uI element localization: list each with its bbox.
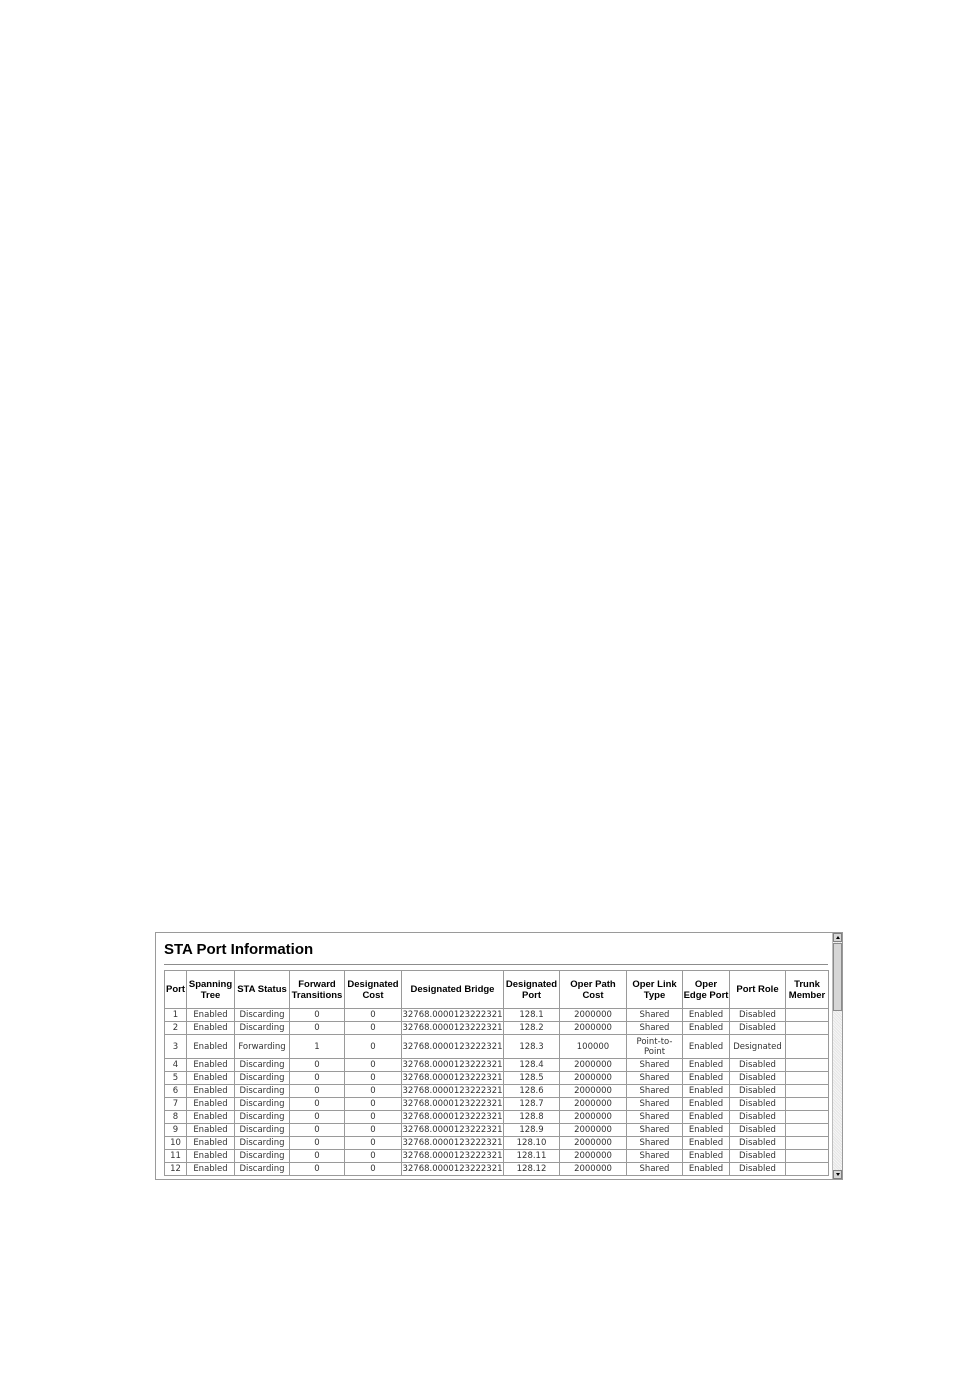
- cell-port-role: Disabled: [730, 1009, 786, 1022]
- cell-forward-transitions: 1: [290, 1035, 345, 1059]
- cell-forward-transitions: 0: [290, 1022, 345, 1035]
- cell-oper-edge-port: Enabled: [683, 1098, 730, 1111]
- cell-designated-port: 128.11: [504, 1150, 560, 1163]
- cell-oper-link-type: Shared: [627, 1098, 683, 1111]
- header-trunk-member: Trunk Member: [786, 971, 829, 1009]
- cell-oper-path-cost: 2000000: [560, 1098, 627, 1111]
- cell-port: 5: [165, 1072, 187, 1085]
- cell-forward-transitions: 0: [290, 1098, 345, 1111]
- cell-designated-bridge: 32768.0000123222321: [402, 1111, 503, 1122]
- cell-oper-link-type: Shared: [627, 1111, 683, 1124]
- header-designated-bridge: Designated Bridge: [402, 971, 504, 1009]
- cell-port: 7: [165, 1098, 187, 1111]
- header-port: Port: [165, 971, 187, 1009]
- cell-spanning-tree: Enabled: [187, 1035, 235, 1059]
- cell-oper-link-type: Shared: [627, 1059, 683, 1072]
- cell-designated-cost: 0: [345, 1072, 402, 1085]
- cell-trunk-member: [786, 1059, 829, 1072]
- cell-oper-path-cost: 2000000: [560, 1137, 627, 1150]
- cell-trunk-member: [786, 1009, 829, 1022]
- cell-oper-edge-port: Enabled: [683, 1124, 730, 1137]
- cell-designated-cost: 0: [345, 1009, 402, 1022]
- cell-trunk-member: [786, 1124, 829, 1137]
- cell-oper-edge-port: Enabled: [683, 1137, 730, 1150]
- cell-trunk-member: [786, 1137, 829, 1150]
- cell-port: 10: [165, 1137, 187, 1150]
- cell-designated-cost: 0: [345, 1098, 402, 1111]
- table-row: [165, 1072, 829, 1085]
- table-header-row: [165, 971, 829, 1009]
- cell-spanning-tree: Enabled: [187, 1111, 235, 1124]
- cell-designated-port: 128.2: [504, 1022, 560, 1035]
- cell-oper-edge-port: Enabled: [683, 1035, 730, 1059]
- cell-port-role: Designated: [730, 1035, 786, 1059]
- cell-oper-link-type: Shared: [627, 1022, 683, 1035]
- cell-designated-cost: 0: [345, 1124, 402, 1137]
- cell-oper-link-type: Shared: [627, 1072, 683, 1085]
- cell-designated-bridge: 32768.0000123222321: [402, 1059, 503, 1070]
- cell-oper-link-type: Shared: [627, 1137, 683, 1150]
- cell-port: 6: [165, 1085, 187, 1098]
- header-sta-status: STA Status: [235, 971, 290, 1009]
- cell-port-role: Disabled: [730, 1072, 786, 1085]
- cell-forward-transitions: 0: [290, 1150, 345, 1163]
- cell-oper-path-cost: 2000000: [560, 1150, 627, 1163]
- table-row: [165, 1163, 829, 1176]
- cell-oper-path-cost: 2000000: [560, 1022, 627, 1035]
- cell-oper-path-cost: 2000000: [560, 1072, 627, 1085]
- header-forward-transitions: Forward Transitions: [290, 971, 345, 1009]
- cell-designated-bridge: 32768.0000123222321: [402, 1022, 503, 1033]
- table-row: [165, 1022, 829, 1035]
- cell-port: 1: [165, 1009, 187, 1022]
- cell-oper-path-cost: 2000000: [560, 1124, 627, 1137]
- cell-oper-edge-port: Enabled: [683, 1022, 730, 1035]
- cell-forward-transitions: 0: [290, 1059, 345, 1072]
- scrollbar-thumb[interactable]: [833, 943, 842, 1011]
- cell-sta-status: Discarding: [235, 1163, 290, 1176]
- cell-oper-edge-port: Enabled: [683, 1111, 730, 1124]
- cell-oper-link-type: Shared: [627, 1124, 683, 1137]
- header-oper-path-cost: Oper Path Cost: [560, 971, 627, 1009]
- header-designated-cost: Designated Cost: [345, 971, 402, 1009]
- vertical-scrollbar[interactable]: [832, 933, 842, 1179]
- cell-forward-transitions: 0: [290, 1072, 345, 1085]
- sta-port-table: [164, 970, 829, 1176]
- cell-spanning-tree: Enabled: [187, 1098, 235, 1111]
- cell-spanning-tree: Enabled: [187, 1072, 235, 1085]
- cell-designated-cost: 0: [345, 1022, 402, 1035]
- cell-forward-transitions: 0: [290, 1009, 345, 1022]
- cell-designated-port: 128.12: [504, 1163, 560, 1176]
- cell-designated-cost: 0: [345, 1059, 402, 1072]
- cell-sta-status: Discarding: [235, 1022, 290, 1035]
- cell-sta-status: Forwarding: [235, 1035, 290, 1059]
- cell-port-role: Disabled: [730, 1022, 786, 1035]
- cell-designated-cost: 0: [345, 1137, 402, 1150]
- table-row: [165, 1009, 829, 1022]
- cell-spanning-tree: Enabled: [187, 1163, 235, 1176]
- cell-designated-cost: 0: [345, 1035, 402, 1059]
- cell-designated-port: 128.1: [504, 1009, 560, 1022]
- cell-trunk-member: [786, 1085, 829, 1098]
- cell-spanning-tree: Enabled: [187, 1124, 235, 1137]
- cell-designated-bridge: 32768.0000123222321: [402, 1072, 503, 1083]
- table-row: [165, 1085, 829, 1098]
- header-port-role: Port Role: [730, 971, 786, 1009]
- cell-oper-edge-port: Enabled: [683, 1059, 730, 1072]
- cell-forward-transitions: 0: [290, 1163, 345, 1176]
- arrow-up-icon[interactable]: [833, 933, 842, 942]
- table-row: [165, 1111, 829, 1124]
- cell-spanning-tree: Enabled: [187, 1150, 235, 1163]
- header-oper-edge-port: Oper Edge Port: [683, 971, 730, 1009]
- cell-designated-bridge: 32768.0000123222321: [402, 1085, 503, 1096]
- cell-spanning-tree: Enabled: [187, 1009, 235, 1022]
- cell-oper-path-cost: 2000000: [560, 1009, 627, 1022]
- cell-oper-path-cost: 2000000: [560, 1163, 627, 1176]
- table-row: [165, 1098, 829, 1111]
- cell-forward-transitions: 0: [290, 1124, 345, 1137]
- cell-designated-bridge: 32768.0000123222321: [402, 1163, 503, 1174]
- header-designated-port: Designated Port: [504, 971, 560, 1009]
- cell-oper-link-type: Shared: [627, 1150, 683, 1163]
- cell-trunk-member: [786, 1150, 829, 1163]
- cell-forward-transitions: 0: [290, 1085, 345, 1098]
- cell-sta-status: Discarding: [235, 1098, 290, 1111]
- cell-trunk-member: [786, 1022, 829, 1035]
- cell-designated-cost: 0: [345, 1111, 402, 1124]
- cell-designated-port: 128.4: [504, 1059, 560, 1072]
- cell-designated-port: 128.7: [504, 1098, 560, 1111]
- cell-designated-bridge: 32768.0000123222321: [402, 1098, 503, 1109]
- cell-oper-path-cost: 2000000: [560, 1059, 627, 1072]
- cell-port-role: Disabled: [730, 1150, 786, 1163]
- cell-port: 4: [165, 1059, 187, 1072]
- page-title: STA Port Information: [164, 941, 314, 958]
- cell-designated-cost: 0: [345, 1163, 402, 1176]
- cell-designated-port: 128.8: [504, 1111, 560, 1124]
- cell-sta-status: Discarding: [235, 1124, 290, 1137]
- cell-oper-edge-port: Enabled: [683, 1085, 730, 1098]
- cell-trunk-member: [786, 1111, 829, 1124]
- cell-designated-bridge: 32768.0000123222321: [402, 1035, 504, 1059]
- cell-sta-status: Discarding: [235, 1059, 290, 1072]
- cell-port: 12: [165, 1163, 187, 1176]
- cell-sta-status: Discarding: [235, 1009, 290, 1022]
- cell-spanning-tree: Enabled: [187, 1022, 235, 1035]
- cell-sta-status: Discarding: [235, 1150, 290, 1163]
- cell-designated-port: 128.3: [504, 1035, 560, 1059]
- table-row: [165, 1035, 829, 1059]
- cell-sta-status: Discarding: [235, 1111, 290, 1124]
- cell-trunk-member: [786, 1163, 829, 1176]
- cell-sta-status: Discarding: [235, 1137, 290, 1150]
- cell-designated-bridge: 32768.0000123222321: [402, 1150, 503, 1161]
- table-row: [165, 1059, 829, 1072]
- cell-designated-bridge: 32768.0000123222321: [402, 1124, 503, 1135]
- cell-oper-edge-port: Enabled: [683, 1163, 730, 1176]
- table-row: [165, 1150, 829, 1163]
- cell-trunk-member: [786, 1035, 829, 1059]
- cell-port: 3: [165, 1035, 187, 1059]
- table-row: [165, 1137, 829, 1150]
- cell-port: 11: [165, 1150, 187, 1163]
- cell-designated-port: 128.5: [504, 1072, 560, 1085]
- cell-forward-transitions: 0: [290, 1111, 345, 1124]
- cell-sta-status: Discarding: [235, 1072, 290, 1085]
- cell-spanning-tree: Enabled: [187, 1059, 235, 1072]
- cell-oper-edge-port: Enabled: [683, 1009, 730, 1022]
- cell-oper-link-type: Point-to-Point: [627, 1035, 683, 1059]
- cell-port-role: Disabled: [730, 1059, 786, 1072]
- cell-designated-bridge: 32768.0000123222321: [402, 1137, 503, 1148]
- scroll-content: [156, 933, 832, 1179]
- cell-designated-cost: 0: [345, 1150, 402, 1163]
- sta-port-information-window: [155, 932, 843, 1180]
- cell-oper-path-cost: 2000000: [560, 1085, 627, 1098]
- cell-spanning-tree: Enabled: [187, 1085, 235, 1098]
- cell-oper-link-type: Shared: [627, 1009, 683, 1022]
- cell-trunk-member: [786, 1072, 829, 1085]
- cell-port-role: Disabled: [730, 1085, 786, 1098]
- cell-trunk-member: [786, 1098, 829, 1111]
- cell-oper-edge-port: Enabled: [683, 1150, 730, 1163]
- cell-spanning-tree: Enabled: [187, 1137, 235, 1150]
- cell-designated-cost: 0: [345, 1085, 402, 1098]
- cell-designated-port: 128.6: [504, 1085, 560, 1098]
- arrow-down-icon[interactable]: [833, 1170, 842, 1179]
- cell-port: 9: [165, 1124, 187, 1137]
- cell-port-role: Disabled: [730, 1124, 786, 1137]
- cell-designated-port: 128.10: [504, 1137, 560, 1150]
- header-oper-link-type: Oper Link Type: [627, 971, 683, 1009]
- cell-oper-link-type: Shared: [627, 1163, 683, 1176]
- cell-sta-status: Discarding: [235, 1085, 290, 1098]
- cell-oper-edge-port: Enabled: [683, 1072, 730, 1085]
- cell-oper-path-cost: 100000: [560, 1035, 627, 1059]
- cell-oper-path-cost: 2000000: [560, 1111, 627, 1124]
- cell-port-role: Disabled: [730, 1098, 786, 1111]
- cell-port-role: Disabled: [730, 1137, 786, 1150]
- cell-designated-bridge: 32768.0000123222321: [402, 1009, 503, 1020]
- cell-forward-transitions: 0: [290, 1137, 345, 1150]
- cell-oper-link-type: Shared: [627, 1085, 683, 1098]
- header-spanning-tree: Spanning Tree: [187, 971, 235, 1009]
- cell-designated-port: 128.9: [504, 1124, 560, 1137]
- cell-port: 8: [165, 1111, 187, 1124]
- table-row: [165, 1124, 829, 1137]
- cell-port-role: Disabled: [730, 1163, 786, 1176]
- title-divider: [164, 964, 828, 965]
- cell-port: 2: [165, 1022, 187, 1035]
- cell-port-role: Disabled: [730, 1111, 786, 1124]
- table-body: [165, 1009, 829, 1176]
